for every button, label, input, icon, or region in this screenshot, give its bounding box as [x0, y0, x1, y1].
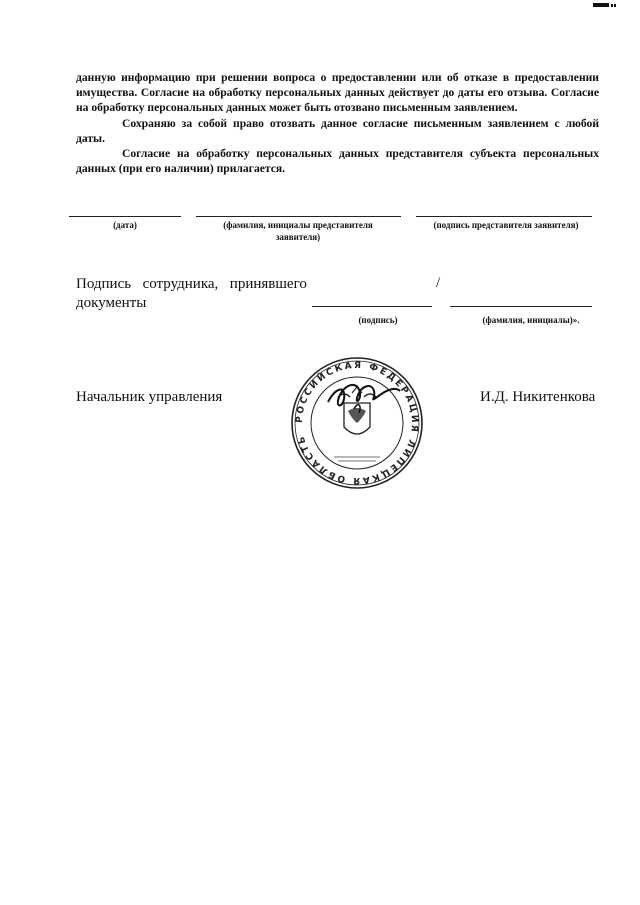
separator-slash: / [436, 275, 441, 291]
seal-ring-text: РОССИЙСКАЯ ФЕДЕРАЦИЯ ЛИПЕЦКАЯ ОБЛАСТЬ [294, 360, 420, 486]
name-caption: (фамилия, инициалы представителя заявителя) [223, 220, 373, 242]
employee-signature-label [76, 275, 308, 313]
employee-signature-caption: (подпись) [358, 315, 398, 325]
name-line [196, 216, 401, 217]
scan-mark [593, 2, 617, 9]
consent-paragraph-2: Сохраняю за собой право отозвать данное согласие письменным заявлением с любой даты. [76, 117, 599, 146]
date-line [69, 216, 181, 217]
employee-label-line1: Подпись сотрудника, принявшего [76, 276, 307, 292]
employee-name-caption: (фамилия, инициалы)». [482, 315, 580, 325]
official-seal-icon [288, 357, 426, 490]
consent-paragraph-1: данную информацию при решении вопроса о предоставлении или об отказе в предоставлении имущества. Согласие на обработку персональных данных действует до даты его отзыва. Согласие на обработку персональных данных может быть отозвано письменным заявлением. [76, 71, 599, 115]
employee-name-line [450, 306, 592, 307]
signature-line [416, 216, 592, 217]
date-caption: (дата) [113, 220, 137, 230]
signatory-name: И.Д. Никитенкова [480, 389, 596, 405]
employee-label-line2: документы [76, 295, 147, 311]
consent-paragraph-3: Согласие на обработку персональных данных представителя субъекта персональных данных (при его наличии) прилагается. [76, 147, 599, 176]
signature-caption: (подпись представителя заявителя) [433, 220, 579, 230]
position-title: Начальник управления [76, 389, 223, 405]
employee-signature-line [312, 306, 432, 307]
